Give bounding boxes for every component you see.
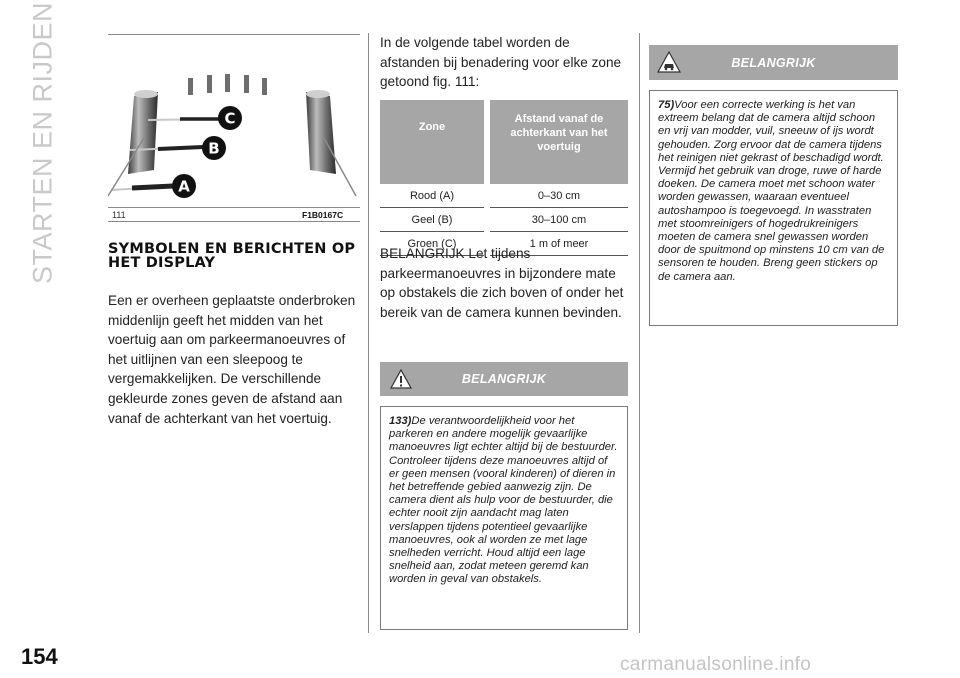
left-bollard: [128, 90, 158, 174]
warning-1-header: [380, 362, 628, 396]
label-c-text: C: [224, 109, 236, 128]
warning-2-box: [649, 90, 898, 326]
right-bollard: [306, 90, 336, 174]
warning-2-title: BELANGRIJK: [731, 55, 816, 70]
table-row: [380, 184, 628, 208]
label-b-text: B: [208, 139, 220, 158]
parking-camera-figure: [108, 34, 358, 220]
label-c-badge: [218, 106, 242, 130]
warning-1-title: BELANGRIJK: [461, 372, 547, 386]
section-heading: SYMBOLEN EN BERICHTEN OP HET DISPLAY: [108, 241, 356, 271]
zone-cell: Groen (C): [380, 232, 487, 256]
watermark: carmanualsonline.info: [620, 654, 812, 675]
column-divider-2: [639, 33, 640, 633]
column-divider-1: [368, 33, 369, 633]
warning-2-number: 75): [658, 99, 675, 111]
guide-line-c: [148, 119, 220, 120]
distance-cell: 1 m of meer: [487, 232, 628, 256]
zone-cell: Rood (A): [380, 184, 487, 208]
col1-paragraph: Een er overheen geplaatste onderbroken middenlijn geeft het midden van het voertuig aan om parkeermanoeuvres of het uitlijnen van een sleepoog te vergemakkelijken. De verschillende gekleurde zones geven de afstand aan vanaf de achterkant van het voertuig.: [108, 293, 356, 426]
label-a-badge: [172, 174, 196, 198]
zone-distance-table: [380, 100, 628, 256]
table-row: [380, 208, 628, 232]
guide-line-a: [112, 186, 173, 190]
warning-1-number: 133): [389, 415, 412, 427]
col2-paragraph: BELANGRIJK Let tijdens parkeermanoeuvres in bijzondere mate op obstakels die zich boven of onder het bereik van de camera kunnen bevinden.: [380, 246, 624, 320]
zone-cell: Geel (B): [380, 208, 487, 232]
distance-cell: 0–30 cm: [487, 184, 628, 208]
table-header-distance: Afstand vanaf de achterkant van het voertuig: [487, 100, 628, 184]
page-number: 154: [21, 644, 58, 669]
distance-cell: 30–100 cm: [487, 208, 628, 232]
figure-bottom-rule: [108, 207, 360, 208]
warning-1-text: De verantwoordelijkheid voor het parkeren en andere mogelijk gevaarlijke manoeuvres ligt echter altijd bij de bestuurder. Controleer tijdens deze manoeuvres altijd of er geen mensen (vooral kinderen) of dieren in het betreffende gebied aanwezig zijn. De camera dient als hulp voor de bestuurder, die echter nooit zijn aandacht mag laten verslappen tijdens potentieel gevaarlijke manoeuvres, ook al worden ze met lage snelheden verricht. Houd altijd een lage snelheid aan, zodat meteen geremd kan worden in geval van obstakels.: [389, 415, 618, 586]
table-header-zone: Zone: [380, 100, 487, 184]
far-markers: [188, 74, 267, 95]
section-side-title: STARTEN EN RIJDEN: [27, 1, 58, 285]
figure-code: F1B0167C: [302, 210, 344, 220]
label-b-badge: [202, 136, 226, 160]
warning-1-box: [380, 406, 628, 630]
warning-2-header: [649, 45, 898, 80]
table-intro: In de volgende tabel worden de afstanden bij benadering voor elke zone getoond fig. 111:: [380, 35, 622, 90]
label-a-text: A: [178, 177, 190, 196]
warning-2-text: Voor een correcte werking is het van extreem belang dat de camera altijd schoon en vrij van modder, vuil, sneeuw of ijs wordt gehouden. Zorg ervoor dat de camera tijdens het reinigen niet gekrast of beschadigd wordt. Vermijd het gebruik van droge, ruwe of harde doeken. De camera moet met schoon water worden gewassen, waaraan eventueel autoshampoo is toegevoegd. In wasstraten met stoomreinigers of hogedrukreinigers moeten de camera snel gewassen worden door de spuitmond op minstens 10 cm van de sensoren te houden. Breng geen stickers op de camera aan.: [658, 99, 885, 283]
figure-corner-mark: 111: [112, 210, 126, 220]
figure-caption-rule: [108, 221, 360, 222]
